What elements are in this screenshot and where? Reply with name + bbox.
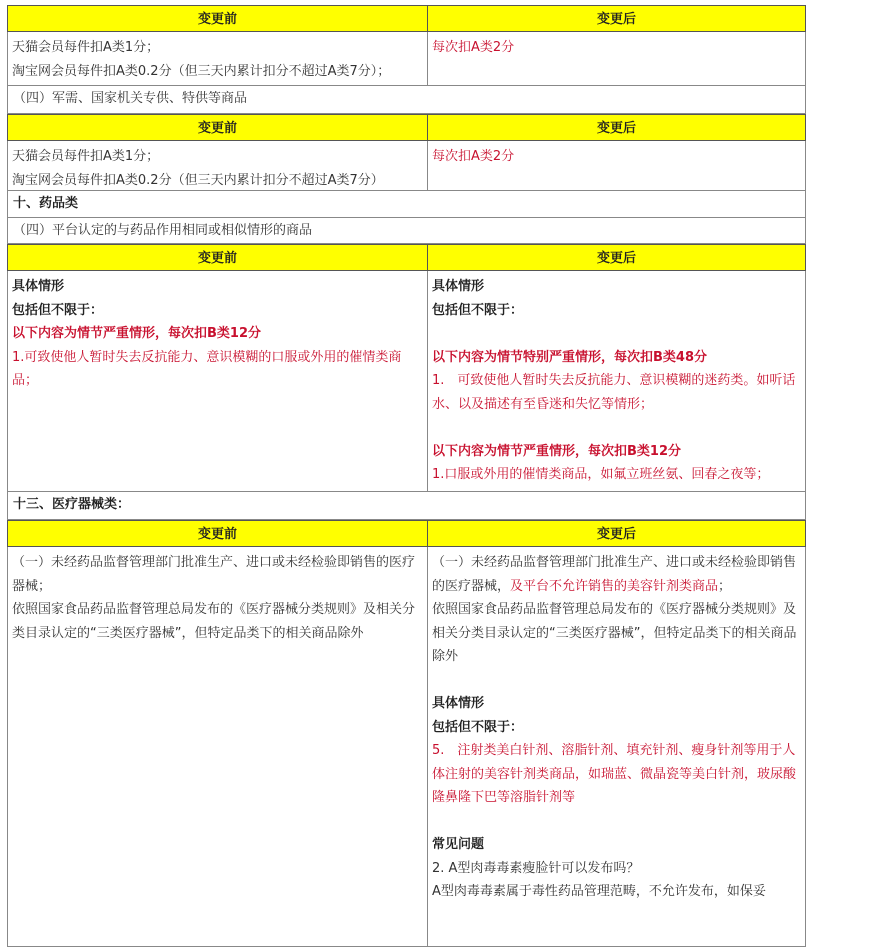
rule-paragraph xyxy=(432,551,801,598)
after-header: 变更后 xyxy=(427,244,806,271)
faq-answer: A型肉毒毒素属于毒性药品管理范畴，不允许发布，如保妥 xyxy=(432,884,766,899)
rule-item: 5. 注射类美白针剂、溶脂针剂、填充针剂、瘦身针剂等用于人体注射的美容针剂类商品，如瑞蓝、微晶瓷等美白针剂，玻尿酸隆鼻隆下巴等溶脂针剂等 xyxy=(432,743,797,805)
situation-heading: 具体情形 xyxy=(432,696,485,711)
category-title: 十、药品类 xyxy=(7,191,806,218)
after-header: 变更后 xyxy=(427,114,806,141)
subcategory-title: （四）军需、国家机关专供、特供等商品 xyxy=(7,86,806,114)
before-header: 变更前 xyxy=(7,5,428,32)
faq-question: 2. A型肉毒毒素瘦脸针可以发布吗？ xyxy=(432,860,640,876)
header-row xyxy=(7,520,806,547)
header-row xyxy=(7,114,806,141)
rule-item: 1.可致使他人暂时失去反抗能力、意识模糊的口服或外用的催情类商品； xyxy=(12,349,402,388)
situation-heading: 具体情形 xyxy=(12,279,65,294)
penalty-rule: 以下内容为情节严重情形，每次扣B类12分 xyxy=(432,443,681,459)
spacer xyxy=(432,810,801,834)
before-cell xyxy=(7,32,428,86)
rule-item: 1. 可致使他人暂时失去反抗能力、意识模糊的迷药类。如听话水、以及描述有至昏迷和失忆等情形； xyxy=(432,373,796,412)
spacer xyxy=(432,669,801,693)
includes-label: 包括但不限于： xyxy=(432,302,524,318)
before-cell xyxy=(7,141,428,191)
after-header: 变更后 xyxy=(427,520,806,547)
rule-paragraph: 依照国家食品药品监督管理总局发布的《医疗器械分类规则》及相关分类目录认定的“三类医疗器械”，但特定品类下的相关商品除外 xyxy=(12,602,416,641)
rule-paragraph: （一）未经药品监督管理部门批准生产、进口或未经检验即销售的医疗器械； xyxy=(12,555,416,594)
spacer xyxy=(432,416,801,440)
after-cell xyxy=(427,271,806,492)
rule-paragraph: 依照国家食品药品监督管理总局发布的《医疗器械分类规则》及相关分类目录认定的“三类医疗器械”，但特定品类下的相关商品除外 xyxy=(432,602,797,664)
after-line: 每次扣A类2分 xyxy=(432,149,515,164)
before-line: 天猫会员每件扣A类1分； xyxy=(12,40,160,55)
header-row xyxy=(7,244,806,271)
category-title: 十三、医疗器械类： xyxy=(7,492,806,520)
penalty-rule: 以下内容为情节特别严重情形，每次扣B类48分 xyxy=(432,349,707,365)
paragraph-end: ； xyxy=(718,578,732,594)
after-cell xyxy=(427,547,806,947)
after-cell xyxy=(427,141,806,191)
paragraph-text: （一）未经药品监督管理部门批准生产、进口或未经检验即销售的医疗器械， xyxy=(432,555,797,594)
spacer xyxy=(432,322,801,346)
before-cell xyxy=(7,271,428,492)
added-text: 及平台不允许销售的美容针剂类商品 xyxy=(510,578,719,594)
after-header: 变更后 xyxy=(427,5,806,32)
content-row xyxy=(7,32,806,86)
content-row xyxy=(7,271,806,492)
header-row xyxy=(7,5,806,32)
includes-label: 包括但不限于： xyxy=(12,302,104,318)
faq-heading: 常见问题 xyxy=(432,837,485,852)
after-line: 每次扣A类2分 xyxy=(432,40,515,55)
content-row xyxy=(7,547,806,934)
after-cell xyxy=(427,32,806,86)
rule-item: 1.口服或外用的催情类商品，如氟立班丝氨、回春之夜等； xyxy=(432,467,770,482)
subcategory-title: （四）平台认定的与药品作用相同或相似情形的商品 xyxy=(7,218,806,244)
situation-heading: 具体情形 xyxy=(432,279,485,294)
content-row xyxy=(7,141,806,191)
before-line: 淘宝网会员每件扣A类0.2分（但三天内累计扣分不超过A类7分） xyxy=(12,172,384,188)
before-header: 变更前 xyxy=(7,114,428,141)
before-line: 天猫会员每件扣A类1分； xyxy=(12,149,160,164)
includes-label: 包括但不限于： xyxy=(432,719,524,735)
penalty-rule: 以下内容为情节严重情形，每次扣B类12分 xyxy=(12,326,261,341)
before-header: 变更前 xyxy=(7,244,428,271)
before-cell xyxy=(7,547,428,947)
before-line: 淘宝网会员每件扣A类0.2分（但三天内累计扣分不超过A类7分）； xyxy=(12,63,391,79)
before-header: 变更前 xyxy=(7,520,428,547)
